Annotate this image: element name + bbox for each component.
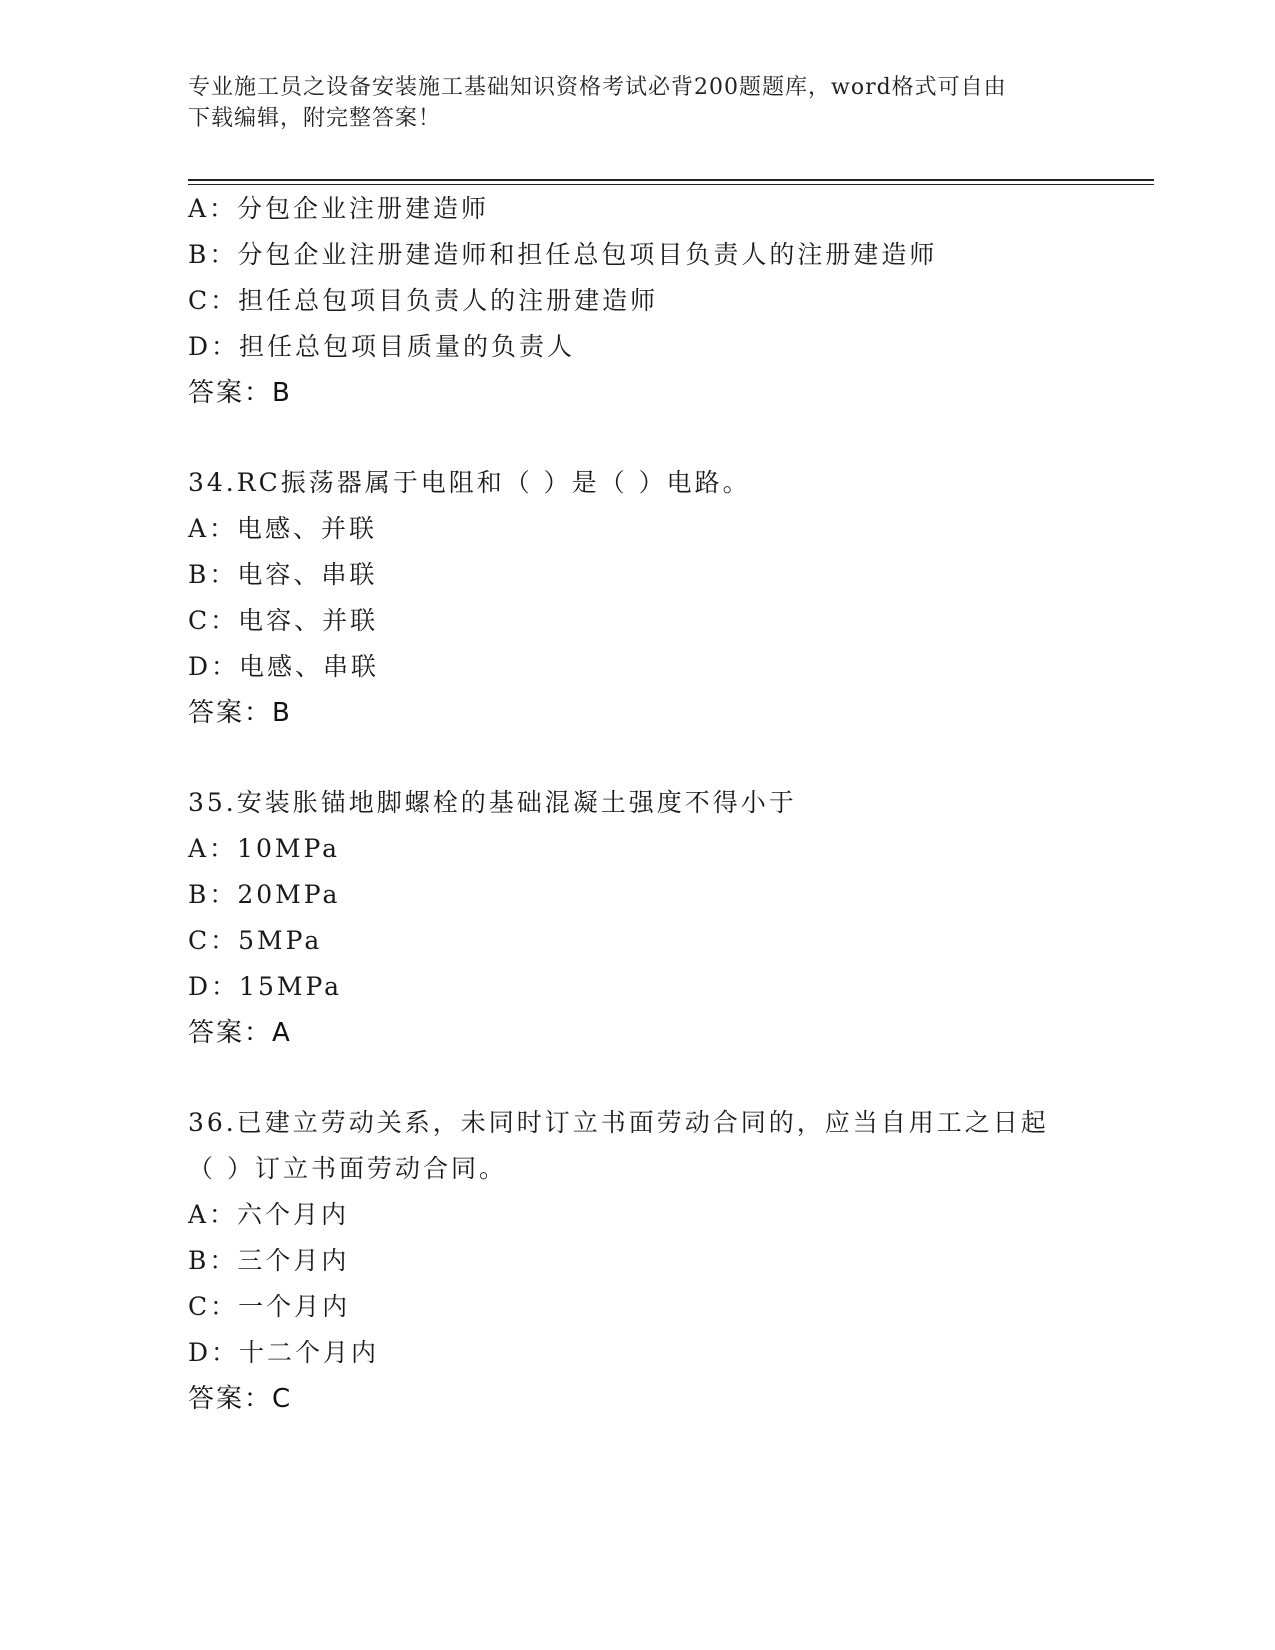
option-a: A：10MPa — [188, 834, 341, 863]
document-header — [188, 72, 1088, 134]
option-b: B：电容、串联 — [188, 560, 378, 589]
option-a: A：电感、并联 — [188, 514, 378, 543]
header-rule-thin — [188, 184, 1154, 185]
header-rule-thick — [188, 179, 1154, 181]
question-list — [188, 186, 1154, 1422]
answer-line: 答案：B — [188, 378, 292, 408]
option-c: C：5MPa — [188, 926, 323, 955]
header-line-2: 下载编辑，附完整答案！ — [188, 106, 442, 131]
answer-line: 答案：C — [188, 1384, 293, 1414]
option-c: C：一个月内 — [188, 1292, 351, 1321]
option-b: B：20MPa — [188, 880, 341, 909]
question-36-block — [188, 1100, 1154, 1422]
question-35-block — [188, 780, 1154, 1056]
question-33-block — [188, 186, 1154, 416]
option-c: C：电容、并联 — [188, 606, 379, 635]
option-d: D：15MPa — [188, 972, 343, 1001]
question-34-block — [188, 460, 1154, 736]
question-stem-line-2: （ ）订立书面劳动合同。 — [188, 1154, 507, 1183]
option-c: C：担任总包项目负责人的注册建造师 — [188, 286, 659, 315]
answer-line: 答案：A — [188, 1018, 292, 1048]
option-d: D：电感、串联 — [188, 652, 380, 681]
answer-line: 答案：B — [188, 698, 292, 728]
option-b: B：分包企业注册建造师和担任总包项目负责人的注册建造师 — [188, 240, 938, 269]
option-a: A：分包企业注册建造师 — [188, 194, 490, 223]
option-a: A：六个月内 — [188, 1200, 350, 1229]
question-stem: 34.RC振荡器属于电阻和（ ）是（ ）电路。 — [188, 468, 751, 497]
question-stem-line-1: 36.已建立劳动关系，未同时订立书面劳动合同的，应当自用工之日起 — [188, 1108, 1049, 1137]
option-d: D：十二个月内 — [188, 1338, 380, 1367]
option-d: D：担任总包项目质量的负责人 — [188, 332, 576, 361]
question-stem: 35.安装胀锚地脚螺栓的基础混凝土强度不得小于 — [188, 788, 797, 817]
header-line-1: 专业施工员之设备安装施工基础知识资格考试必背200题题库，word格式可自由 — [188, 75, 1007, 100]
option-b: B：三个月内 — [188, 1246, 350, 1275]
